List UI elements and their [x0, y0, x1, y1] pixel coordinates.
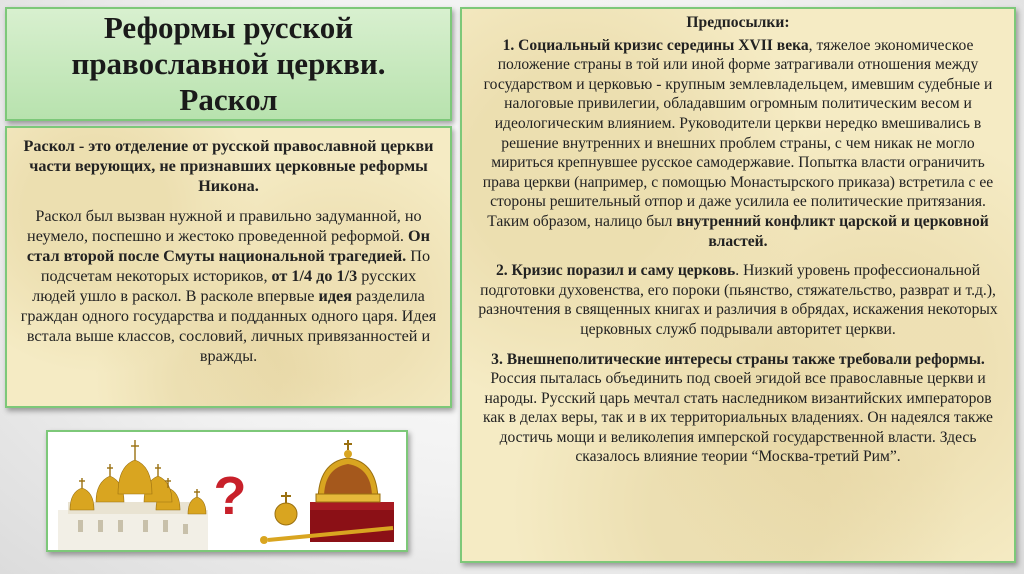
prerequisite-2: 2. Кризис поразил и саму церковь. Низкий уровень профессиональной подготовки духовенства, его пороки (пьянство, стяжательство, разврат и т.д.), разночтения в священных книгах и различия в обрядах, искажения некоторых церковных служб подрывали авторитет церкви. [478, 262, 998, 338]
prerequisites-heading: Предпосылки: [686, 14, 790, 31]
illustration-panel [46, 430, 408, 552]
question-mark: ? [213, 466, 247, 526]
crown-icon [310, 440, 394, 542]
cathedral-icon [58, 440, 208, 550]
prerequisite-1: 1. Социальный кризис середины XVII века, тяжелое экономическое положение страны в той или иной форме затрагивали отношения между государством и церковью - крупным землевладельцем, имевшим судебные и налоговые привилегии, обладавшим огромным политическим весом и идеологическим влиянием. Руководители церкви нередко вмешивались в решение внутренних и внешних проблем страны, с чем никак не могло мириться крепнувшее русское самодержавие. Попытка власти ограничить права церкви (например, с помощью Монастырского приказа) встретила с ее стороны решительный отпор и даже усилила ее политические притязания. Таким образом, налицо был внутренний конфликт царской и церковной властей. [482, 36, 994, 250]
title-panel [5, 7, 452, 121]
definition-panel [5, 126, 452, 408]
orb-icon [275, 492, 297, 525]
schism-description: Раскол был вызван нужной и правильно задуманной, но неумело, поспешно и жестоко проведенной реформой. Он стал второй после Смуты национальной трагедией. По подсчетам некоторых историков, от 1/4 до 1/3 русских людей ушло в раскол. В расколе впервые идея разделила граждан одного государства и подданных одного царя. Идея встала выше классов, сословий, личных привязанностей и вражды. [20, 207, 437, 365]
schism-definition: Раскол - это отделение от русской православной церкви части верующих, не признавших церковные реформы Никона. [23, 137, 434, 195]
church-and-crown-illustration [48, 432, 406, 550]
prerequisites-panel [460, 7, 1016, 563]
prerequisite-3: 3. Внешнеполитические интересы страны также требовали реформы. Россия пыталась объединить под своей эгидой все православные церкви и народы. Русский царь мечтал стать наследником византийских императоров как в делах веры, так и в их территориальных владениях. Он надеялся также достичь мощи и великолепия имперской государственной власти. Здесь сказалось влияние теории “Москва-третий Рим”. [483, 350, 993, 466]
slide-title: Реформы русской православной церкви. Раскол [71, 10, 386, 117]
